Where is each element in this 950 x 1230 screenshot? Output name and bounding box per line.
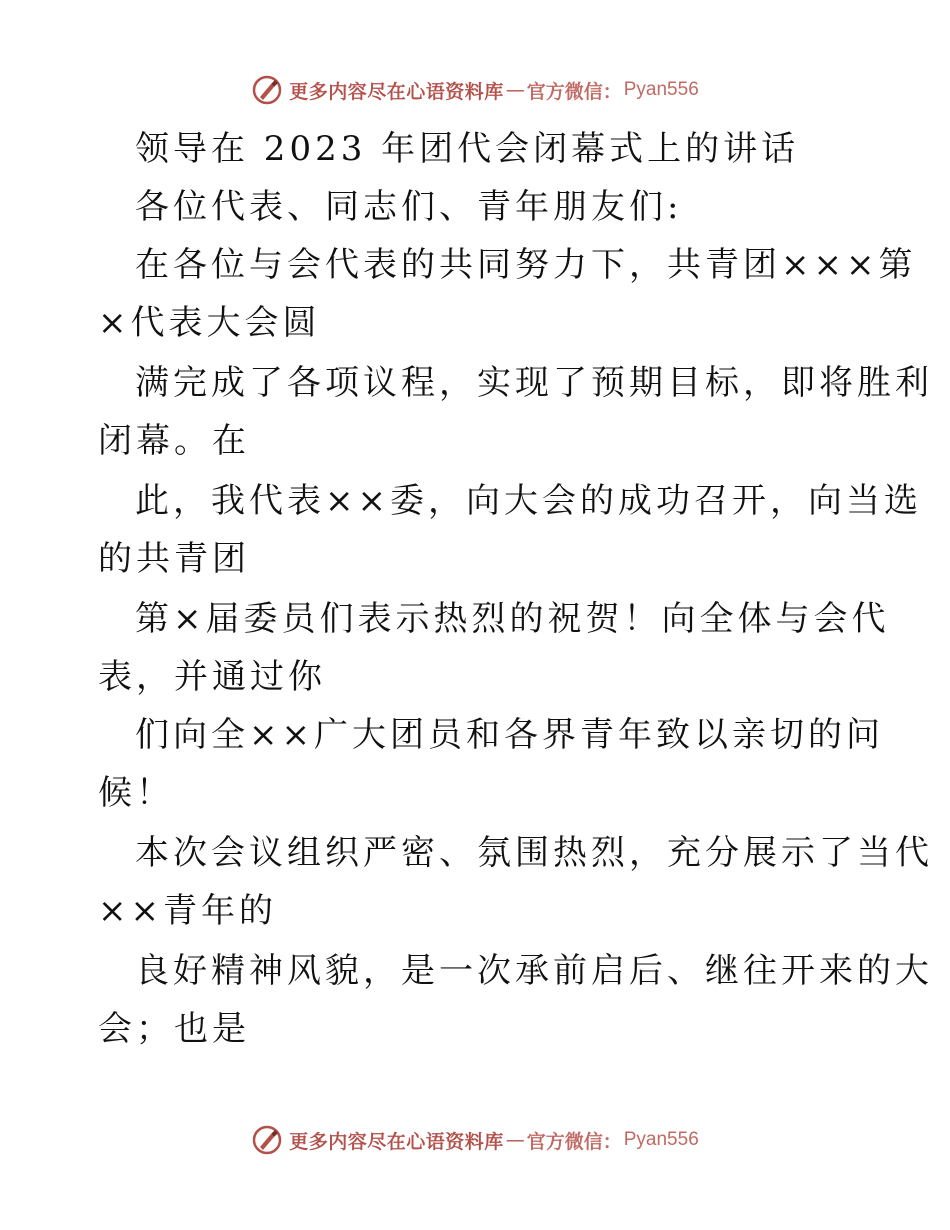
paragraph-line: 本次会议组织严密、氛围热烈，充分展示了当代 (135, 833, 933, 873)
footer-ad-text: 更多内容尽在心语资料库 (289, 1130, 504, 1153)
footer-wechat-id: Pyan556 (623, 1129, 699, 1150)
pen-logo-icon (251, 74, 283, 106)
header-watermark-banner (0, 70, 950, 110)
paragraph-line: 会；也是 (98, 1009, 250, 1049)
salutation: 各位代表、同志们、青年朋友们: (135, 187, 683, 227)
paragraph-line: 的共青团 (98, 539, 250, 579)
pen-logo-icon (251, 1124, 283, 1156)
paragraph-line: 在各位与会代表的共同努力下，共青团×××第 (135, 245, 917, 285)
header-wechat-id: Pyan556 (623, 79, 699, 100)
footer-ad-separator: — (505, 1129, 525, 1151)
footer-wechat-label: 官方微信： (526, 1130, 622, 1153)
header-wechat-label: 官方微信： (526, 80, 622, 103)
paragraph-line: 此，我代表××委，向大会的成功召开，向当选 (135, 481, 922, 521)
header-ad-text: 更多内容尽在心语资料库 (289, 80, 504, 103)
paragraph-line: ××青年的 (98, 891, 277, 931)
header-ad-separator: — (505, 79, 525, 101)
paragraph-line: 们向全××广大团员和各界青年致以亲切的问 (135, 715, 884, 755)
paragraph-line: 表，并通过你 (98, 657, 326, 697)
paragraph-line: 良好精神风貌，是一次承前启后、继往开来的大 (135, 951, 933, 991)
paragraph-line: ×代表大会圆 (98, 303, 321, 343)
paragraph-line: 闭幕。在 (98, 421, 250, 461)
footer-watermark-banner (0, 1120, 950, 1160)
paragraph-line: 第×届委员们表示热烈的祝贺！向全体与会代 (135, 599, 890, 639)
document-title: 领导在 2023 年团代会闭幕式上的讲话 (135, 129, 800, 169)
paragraph-line: 候！ (98, 773, 174, 813)
paragraph-line: 满完成了各项议程，实现了预期目标，即将胜利 (135, 363, 933, 403)
